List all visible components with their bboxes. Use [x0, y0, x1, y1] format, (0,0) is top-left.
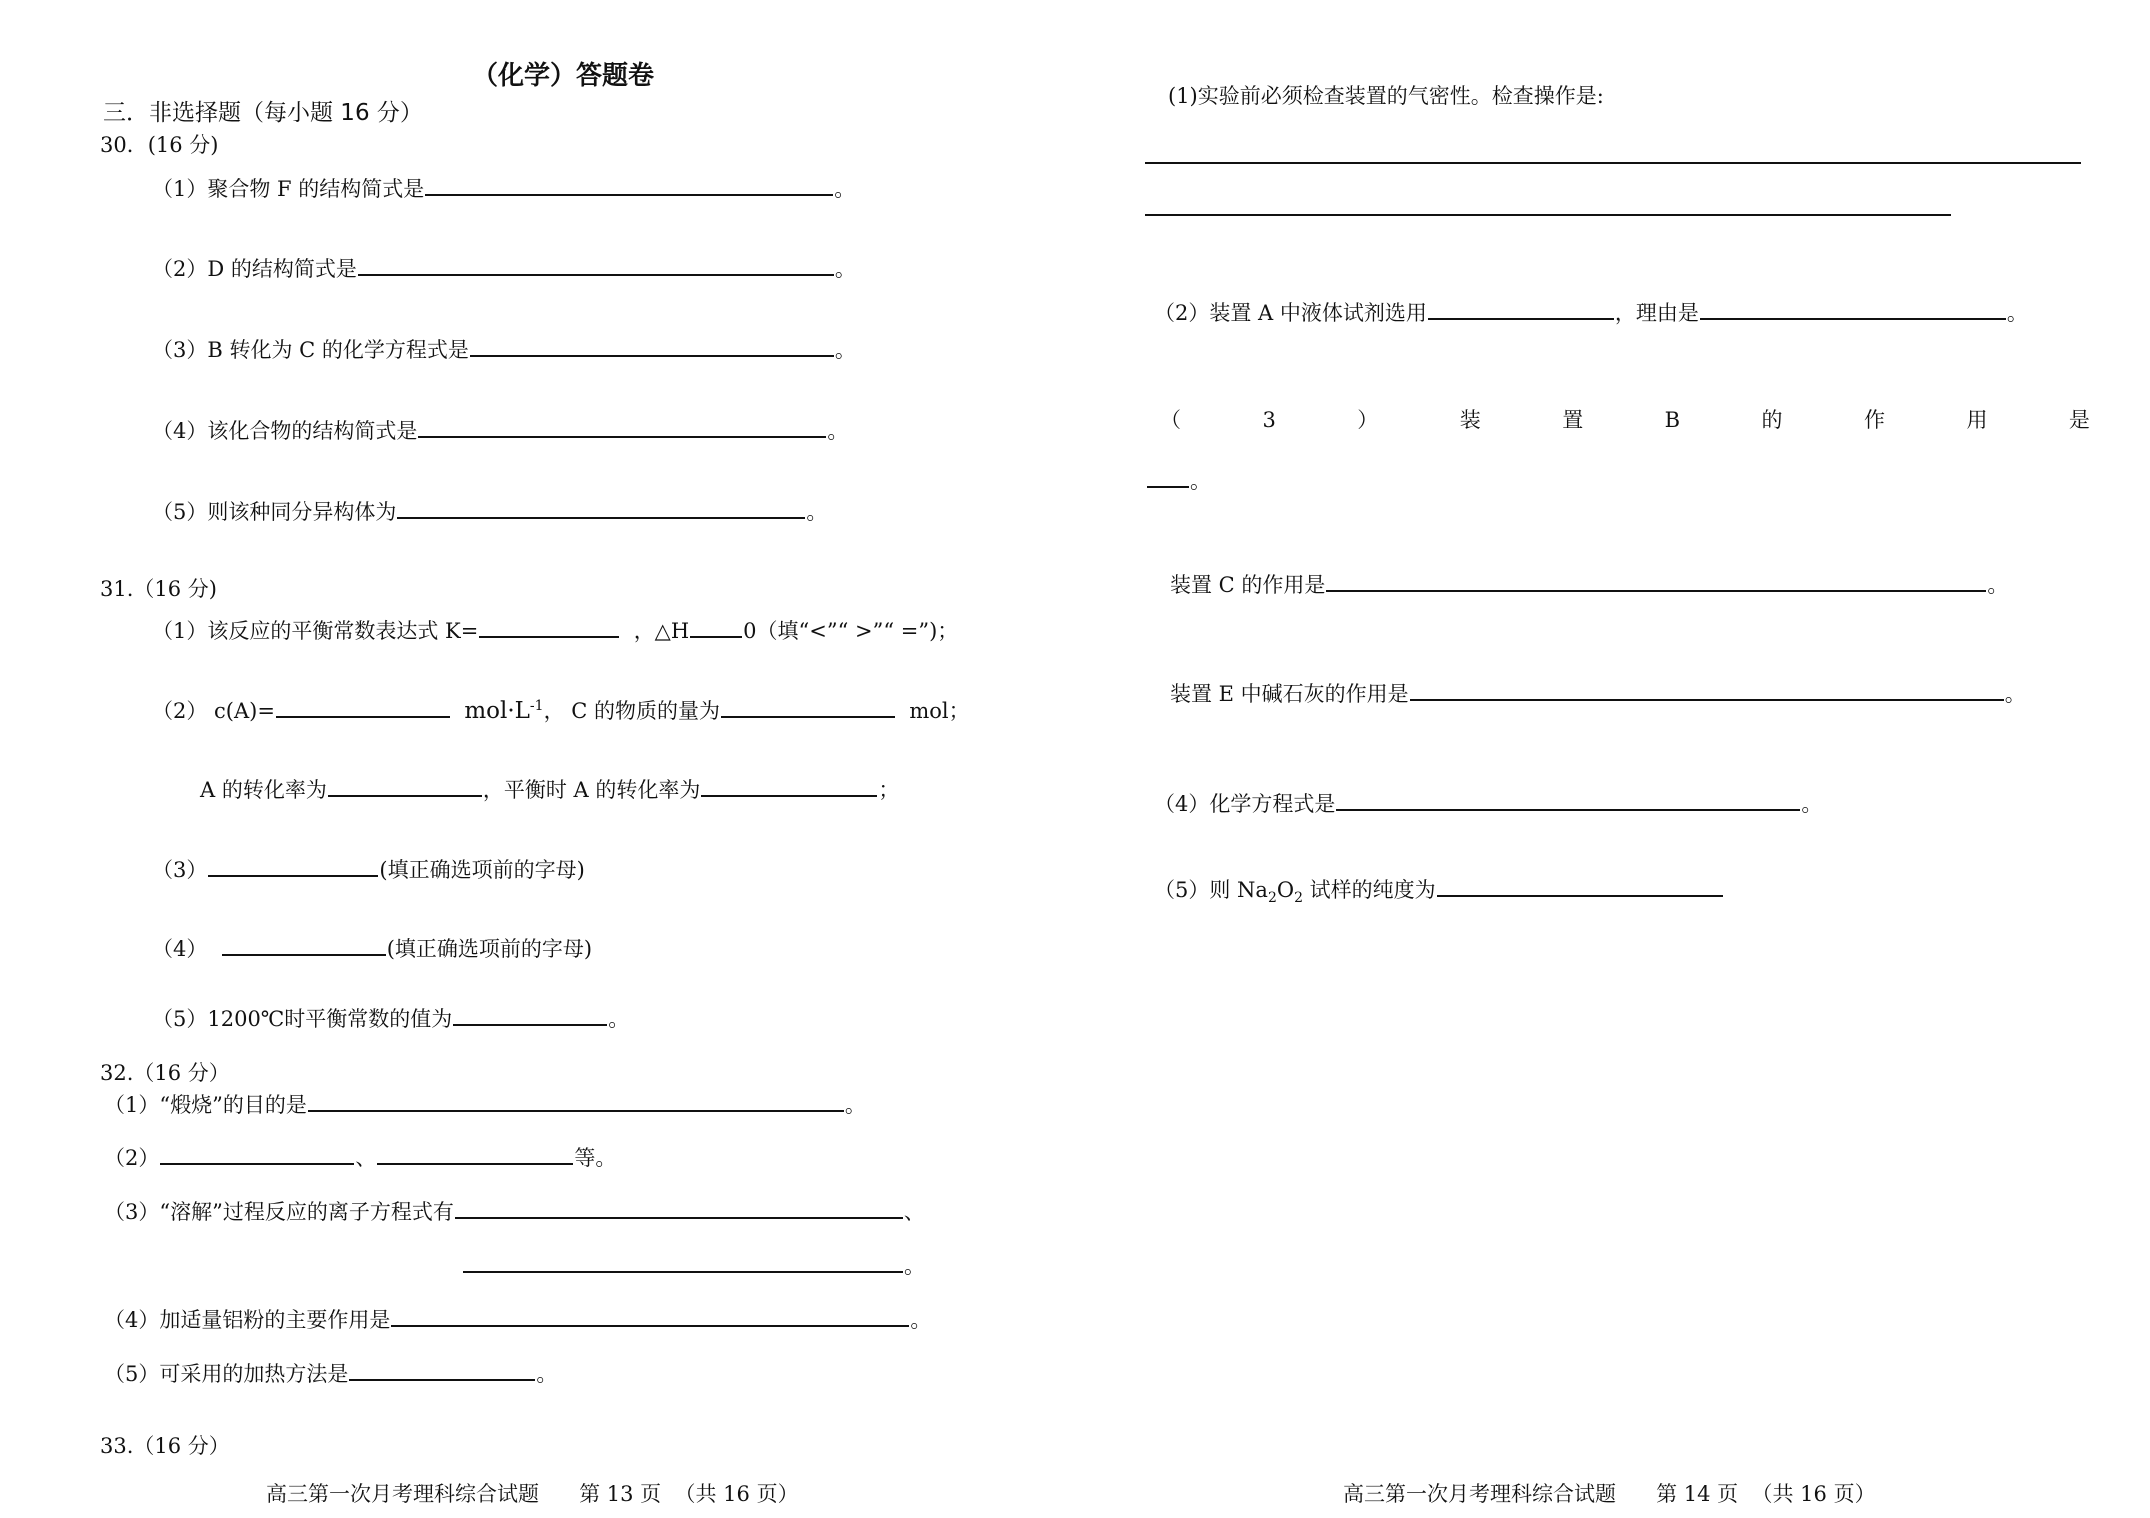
q31-item-3-hint: (填正确选项前的字母) [379, 858, 585, 882]
period: 。 [834, 338, 856, 362]
rp-item-5-label-c: 试样的纯度为 [1303, 878, 1436, 902]
rp-item-3-char: 装 [1459, 408, 1481, 432]
answer-blank[interactable] [160, 1143, 354, 1165]
rp-item-3-char: 作 [1863, 408, 1885, 432]
unit-exponent: -1 [529, 698, 544, 714]
q32-item-5 [104, 1359, 557, 1388]
q30-item-2-label: （2）D 的结构简式是 [152, 257, 357, 281]
section-heading: 三．非选择题（每小题 16 分） [103, 100, 423, 126]
q30-header: 30．(16 分) [100, 133, 219, 157]
period: 。 [806, 500, 828, 524]
footer-exam-name: 高三第一次月考理科综合试题 [1343, 1482, 1616, 1506]
q30-item-5-label: （5）则该种同分异构体为 [152, 500, 397, 524]
rp-item-2-label: （2）装置 A 中液体试剂选用 [1154, 301, 1427, 325]
q30-item-4 [152, 416, 848, 445]
footer-exam-name: 高三第一次月考理科综合试题 [266, 1482, 539, 1506]
q31-item-1 [152, 616, 958, 645]
q31-item-2-moles-label: ， C 的物质的量为 [543, 699, 720, 723]
q30-item-1 [152, 174, 855, 203]
q32-item-3-label: （3）“溶解”过程反应的离子方程式有 [104, 1200, 454, 1224]
rp-item-3-char: ） [1357, 408, 1379, 432]
etc-label: 等。 [574, 1146, 617, 1170]
period: 。 [1801, 792, 1823, 816]
period: 。 [1987, 573, 2009, 597]
q32-item-1 [104, 1090, 866, 1119]
rp-item-3-char: 置 [1562, 408, 1584, 432]
answer-blank[interactable] [418, 416, 826, 438]
q33-header: 33.（16 分） [100, 1434, 230, 1458]
q30-item-3-label: （3）B 转化为 C 的化学方程式是 [152, 338, 469, 362]
answer-blank[interactable] [1326, 570, 1986, 592]
q31-item-4 [152, 934, 592, 963]
rp-item-5-label-b: O [1276, 878, 1295, 902]
q31-item-5 [152, 1004, 629, 1033]
q31-item-5-label: （5）1200℃时平衡常数的值为 [152, 1007, 453, 1031]
rp-item-e [1170, 679, 2026, 708]
rp-item-c-label: 装置 C 的作用是 [1170, 573, 1326, 597]
q30-item-5 [152, 497, 827, 526]
period: 。 [1190, 469, 1211, 493]
page-title: （化学）答题卷 [472, 61, 655, 91]
answer-blank[interactable] [328, 775, 482, 797]
answer-blank[interactable] [463, 1251, 903, 1273]
subscript: 2 [1294, 890, 1303, 907]
answer-blank[interactable] [455, 1197, 903, 1219]
rp-item-3-char: 是 [2068, 408, 2090, 432]
period: 。 [834, 177, 856, 201]
q32-item-3-cont [462, 1251, 925, 1280]
q30-item-3 [152, 335, 856, 364]
answer-blank[interactable] [208, 855, 378, 877]
q32-item-2-label: （2） [104, 1146, 160, 1170]
answer-blank[interactable] [1147, 466, 1189, 488]
rp-item-3 [1160, 406, 2090, 434]
q32-header: 32.（16 分） [100, 1061, 230, 1085]
answer-blank[interactable] [358, 254, 834, 276]
q31-item-4-label: （4） [152, 937, 208, 961]
period: 。 [827, 419, 849, 443]
q32-item-3 [104, 1197, 925, 1226]
answer-blank[interactable] [308, 1090, 844, 1112]
q32-item-4-label: （4）加适量铝粉的主要作用是 [104, 1308, 391, 1332]
period: 。 [2006, 301, 2028, 325]
answer-blank[interactable] [425, 174, 833, 196]
answer-blank[interactable] [470, 335, 834, 357]
footer-total-pages: （共 16 页） [674, 1482, 799, 1506]
q31-item-4-hint: (填正确选项前的字母) [386, 937, 593, 961]
answer-blank[interactable] [222, 934, 386, 956]
footer-page-number: 第 13 页 [579, 1482, 662, 1506]
rp-item-5 [1154, 875, 1724, 907]
answer-blank[interactable] [276, 696, 450, 718]
period: 。 [608, 1007, 630, 1031]
answer-blank[interactable] [479, 616, 619, 638]
rp-item-2 [1154, 298, 2028, 327]
period: 。 [2004, 682, 2026, 706]
answer-blank[interactable] [1428, 298, 1614, 320]
q32-item-1-label: （1）“煅烧”的目的是 [104, 1093, 307, 1117]
q31-item-3-label: （3） [152, 858, 208, 882]
reason-label: ，理由是 [1614, 301, 1699, 325]
rp-item-3-char: 3 [1262, 408, 1276, 432]
rp-item-3-cont [1146, 466, 1211, 495]
period: 。 [904, 1254, 925, 1278]
unit-label: mol·L [464, 698, 530, 724]
answer-blank[interactable] [1410, 679, 2004, 701]
footer-page-number: 第 14 页 [1656, 1482, 1739, 1506]
q32-item-2 [104, 1143, 616, 1172]
delta-h-label: ，△H [633, 619, 690, 643]
answer-line[interactable] [1145, 214, 1951, 216]
answer-line[interactable] [1145, 162, 2081, 164]
unit-mol: mol； [909, 699, 970, 723]
rp-item-3-char: 的 [1761, 408, 1783, 432]
answer-blank[interactable] [377, 1143, 573, 1165]
q30-item-4-label: （4）该化合物的结构简式是 [152, 419, 418, 443]
answer-blank[interactable] [397, 497, 805, 519]
q32-item-5-label: （5）可采用的加热方法是 [104, 1362, 349, 1386]
answer-blank[interactable] [701, 775, 877, 797]
right-footer [1343, 1480, 1876, 1508]
q31-item-1-hint: 0（填“<”“ >”“ =”)； [743, 619, 959, 643]
separator: 、 [355, 1146, 377, 1170]
q31-header: 31.（16 分) [100, 577, 217, 601]
rp-item-4 [1154, 789, 1822, 818]
q31-item-2 [152, 696, 970, 725]
q31-item-1-label: （1）该反应的平衡常数表达式 K= [152, 619, 479, 643]
answer-blank[interactable] [391, 1305, 909, 1327]
rp-item-3-char: 用 [1966, 408, 1988, 432]
q31-item-3 [152, 855, 585, 884]
footer-total-pages: （共 16 页） [1751, 1482, 1876, 1506]
period: 。 [834, 257, 856, 281]
q32-item-4 [104, 1305, 931, 1334]
answer-blank[interactable] [690, 616, 742, 638]
period: 。 [536, 1362, 558, 1386]
rp-item-3-char: B [1664, 408, 1681, 432]
semicolon: ； [878, 778, 900, 802]
left-footer [266, 1480, 799, 1508]
answer-blank[interactable] [1437, 875, 1723, 897]
eq-conversion-label: ，平衡时 A 的转化率为 [482, 778, 701, 802]
answer-blank[interactable] [721, 696, 895, 718]
answer-blank[interactable] [1700, 298, 2006, 320]
q31-item-2b [200, 775, 899, 804]
rp-item-4-label: （4）化学方程式是 [1154, 792, 1336, 816]
q30-item-2 [152, 254, 856, 283]
q30-item-1-label: （1）聚合物 F 的结构简式是 [152, 177, 425, 201]
rp-item-1: (1)实验前必须检查装置的气密性。检查操作是: [1168, 84, 1604, 108]
period: 。 [844, 1093, 866, 1117]
period: 。 [910, 1308, 932, 1332]
answer-blank[interactable] [1336, 789, 1800, 811]
rp-item-5-label-a: （5）则 Na [1154, 878, 1268, 902]
rp-item-c [1170, 570, 2008, 599]
answer-blank[interactable] [453, 1004, 607, 1026]
q31-item-2-label: （2） c(A)= [152, 699, 275, 723]
subscript: 2 [1267, 890, 1277, 907]
separator: 、 [903, 1200, 925, 1224]
answer-blank[interactable] [349, 1359, 535, 1381]
conversion-label: A 的转化率为 [200, 778, 327, 802]
rp-item-3-char: （ [1160, 408, 1181, 432]
rp-item-e-label: 装置 E 中碱石灰的作用是 [1170, 682, 1409, 706]
